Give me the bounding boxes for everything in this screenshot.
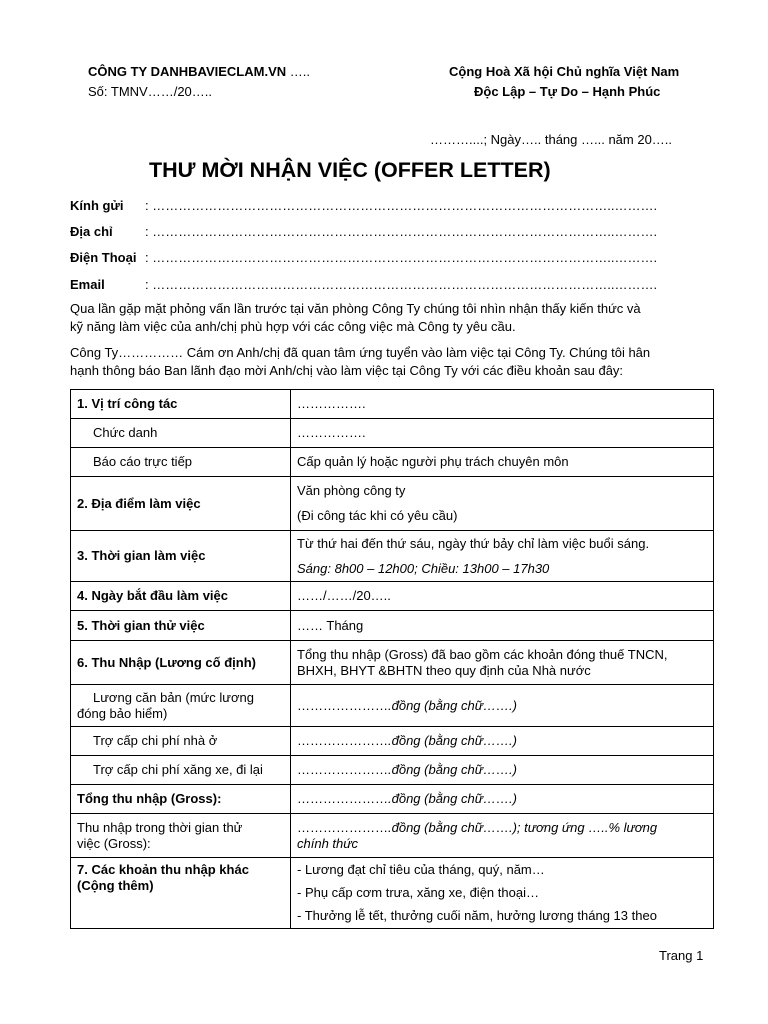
amount-dots: ………………… [297,762,388,777]
intro-line: kỹ năng làm việc của anh/chị phù hợp với các công việc mà Công ty yêu cầu. [70,319,516,334]
field-label-recipient: Kính gửi [70,198,124,213]
cell-line: - Thưởng lễ tết, thưởng cuối năm, hưởng lương tháng 13 theo [297,908,657,923]
amount-dots: ………………… [297,819,388,835]
amount-text: .đồng (bằng chữ…….) [388,697,517,713]
company-name-text: CÔNG TY DANHBAVIECLAM.VN [88,64,287,79]
table-row [71,477,714,531]
field-value-phone: : ……………………………………………………………………………………………..………. [145,250,658,265]
label-text: Chức danh [93,425,158,440]
field-label-email: Email [70,277,105,292]
cell-line: đóng bảo hiểm) [77,705,168,721]
row-label-start-date: 4. Ngày bắt đầu làm việc [71,582,291,611]
cell-line: Văn phòng công ty [297,483,406,498]
row-value-base-salary [291,685,714,727]
row-value-gross-total [291,785,714,814]
row-label-job-title [71,419,291,448]
intro-line: hạnh thông báo Ban lãnh đạo mời Anh/chị vào làm việc tại Công Ty với các điều khoản sau đây: [70,363,624,378]
row-label-travel-allowance [71,756,291,785]
cell-line: (Cộng thêm) [77,878,154,893]
row-label-base-salary [71,685,291,727]
page-number: Trang 1 [659,948,704,963]
row-label-gross-total: Tổng thu nhập (Gross): [71,785,291,814]
intro-paragraph-2 [70,344,715,380]
row-label-working-hours: 3. Thời gian làm việc [71,531,291,582]
label-text: Trợ cấp chi phí nhà ở [93,733,218,748]
amount-dots: ………………… [297,697,388,713]
table-row [71,727,714,756]
document-number: Số: TMNV……/20….. [88,84,213,99]
table-row [71,419,714,448]
label-text: Trợ cấp chi phí xăng xe, đi lại [93,762,263,777]
row-label-position: 1. Vị trí công tác [71,390,291,419]
row-value-income [291,641,714,685]
amount-dots: ………………… [297,733,388,748]
intro-line: Công Ty…………… Cám ơn Anh/chị đã quan tâm ứng tuyển vào làm việc tại Công Ty. Chúng tôi hân [70,345,651,360]
row-label-probation-income [71,814,291,858]
cell-line: - Phụ cấp cơm trưa, xăng xe, điện thoại… [297,885,539,900]
cell-line: việc (Gross): [77,835,151,851]
row-label-probation: 5. Thời gian thử việc [71,611,291,641]
cell-line: Thu nhập trong thời gian thử [77,819,243,835]
table-row [71,641,714,685]
field-value-email: : ……………………………………………………………………………………………..………. [145,277,658,292]
row-value-working-hours [291,531,714,582]
intro-paragraph-1 [70,300,715,336]
table-row [71,785,714,814]
amount-text: .đồng (bằng chữ…….); tương ứng …..% lương [388,819,658,835]
row-value-reports-to: Cấp quản lý hoặc người phụ trách chuyên môn [291,448,714,477]
row-label-other-income [71,858,291,929]
field-value-recipient: : ……………………………………………………………………………………………..………. [145,198,658,213]
table-row [71,390,714,419]
table-row [71,858,714,929]
company-name-suffix: ….. [289,64,310,79]
cell-line: BHXH, BHYT &BHTN theo quy định của Nhà nước [297,662,591,678]
intro-line: Qua lần gặp mặt phỏng vấn lần trước tại văn phòng Công Ty chúng tôi nhìn nhận thấy kiến thức và [70,301,641,316]
national-motto: Độc Lập – Tự Do – Hạnh Phúc [474,84,661,99]
table-row [71,531,714,582]
label-text: Báo cáo trực tiếp [93,454,193,469]
field-label-address: Địa chỉ [70,224,113,239]
row-label-housing-allowance [71,727,291,756]
row-value-job-title: ……………. [291,419,714,448]
row-label-reports-to [71,448,291,477]
table-row [71,814,714,858]
row-value-other-income [291,858,714,929]
page-title: THƯ MỜI NHẬN VIỆC (OFFER LETTER) [149,158,551,182]
row-label-work-location: 2. Địa điểm làm việc [71,477,291,531]
row-value-housing-allowance [291,727,714,756]
table-row [71,756,714,785]
row-value-travel-allowance [291,756,714,785]
amount-text: .đồng (bằng chữ…….) [388,791,517,806]
row-value-position: ……………. [291,390,714,419]
cell-line: (Đi công tác khi có yêu cầu) [297,508,458,523]
cell-line: Từ thứ hai đến thứ sáu, ngày thứ bảy chỉ làm việc buổi sáng. [297,535,650,551]
cell-line: - Lương đạt chỉ tiêu của tháng, quý, năm… [297,862,545,877]
cell-line: 7. Các khoản thu nhập khác [77,862,249,877]
cell-line: chính thức [297,835,358,851]
table-row [71,685,714,727]
row-value-work-location [291,477,714,531]
cell-line: Lương căn bản (mức lương [93,689,254,705]
row-value-probation-income [291,814,714,858]
table-row [71,448,714,477]
terms-table [70,389,714,929]
amount-text: .đồng (bằng chữ…….) [388,733,517,748]
field-value-address: : ……………………………………………………………………………………………..………. [145,224,658,239]
cell-line: Tổng thu nhập (Gross) đã bao gồm các khoản đóng thuế TNCN, [297,646,668,662]
field-label-phone: Điện Thoại [70,250,137,265]
row-label-income: 6. Thu Nhập (Lương cố định) [71,641,291,685]
date-line: ………....; Ngày….. tháng …... năm 20….. [430,132,673,147]
amount-dots: ………………… [297,791,388,806]
row-value-start-date: ……/……/20….. [291,582,714,611]
nation-heading: Cộng Hoà Xã hội Chủ nghĩa Việt Nam [449,64,680,79]
company-name [88,64,310,79]
row-value-probation: …… Tháng [291,611,714,641]
table-row [71,611,714,641]
cell-line: Sáng: 8h00 – 12h00; Chiều: 13h00 – 17h30 [297,560,550,576]
amount-text: .đồng (bằng chữ…….) [388,762,517,777]
table-row [71,582,714,611]
